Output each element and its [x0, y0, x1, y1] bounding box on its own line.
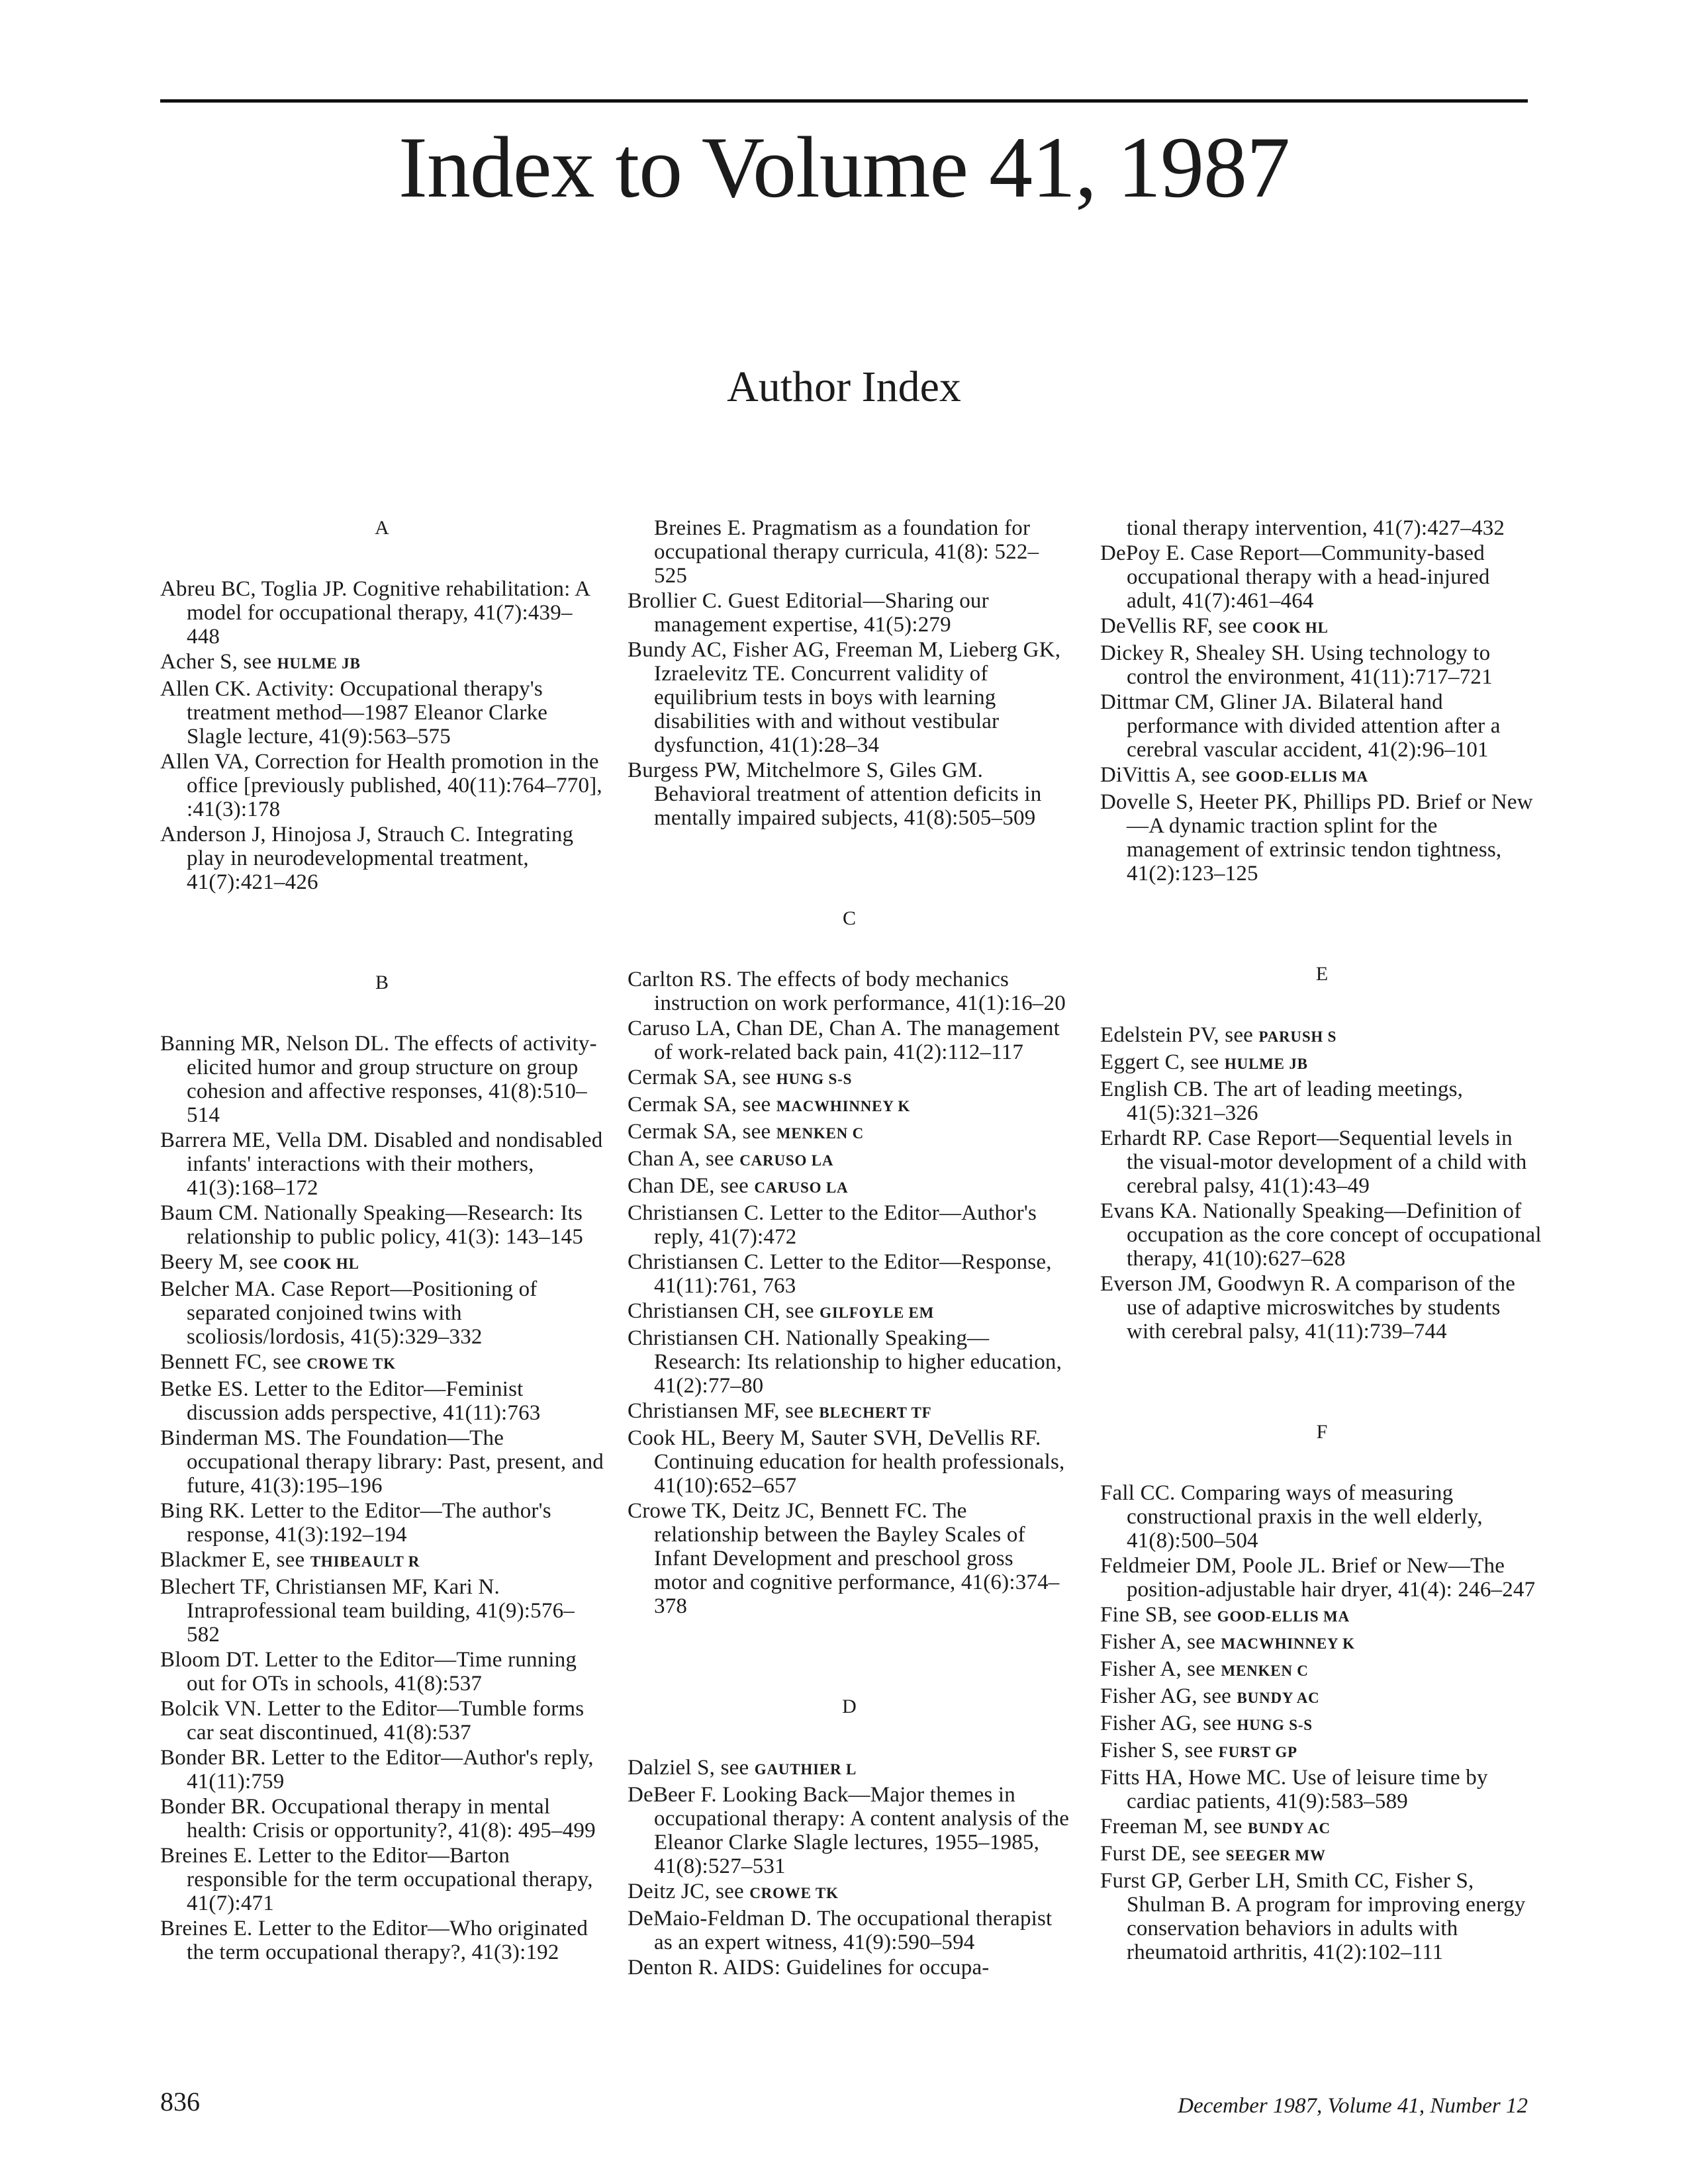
index-entry: DePoy E. Case Report—Community-based occupational therapy with a head-injured adult, 41(7):461–464 — [1100, 541, 1490, 613]
index-entry: Fisher AG, see HUNG S-S — [1100, 1711, 1313, 1735]
index-column-3 — [1100, 516, 1544, 1966]
index-entry: Chan DE, see CARUSO LA — [628, 1174, 849, 1198]
index-entry: Breines E. Pragmatism as a foundation for occupational therapy curricula, 41(8): 522–525 — [654, 516, 1039, 588]
section-letter: C — [842, 907, 856, 929]
index-entry: Allen VA, Correction for Health promotion in the office [previously published, 40(11):764–770], :41(3):178 — [160, 750, 602, 821]
index-entry: Brollier C. Guest Editorial—Sharing our management expertise, 41(5):279 — [628, 589, 989, 637]
index-entry: Cermak SA, see MACWHINNEY K — [628, 1093, 911, 1116]
index-entry: Beery M, see COOK HL — [160, 1250, 359, 1274]
index-entry: Fisher AG, see BUNDY AC — [1100, 1684, 1320, 1708]
letter-section-e — [1100, 962, 1544, 1343]
index-entry: tional therapy intervention, 41(7):427–432 — [1127, 516, 1505, 540]
index-entry: Crowe TK, Deitz JC, Bennett FC. The relationship between the Bayley Scales of Infant Development and preschool gross motor and cognitive performance, 41(6):374–378 — [628, 1499, 1060, 1618]
index-entry: Bonder BR. Occupational therapy in mental health: Crisis or opportunity?, 41(8): 495–499 — [160, 1795, 596, 1843]
index-entry: Christiansen CH, see GILFOYLE EM — [628, 1299, 935, 1323]
letter-section-d-continued — [1100, 516, 1544, 886]
index-entry: Edelstein PV, see PARUSH S — [1100, 1023, 1337, 1047]
index-entry: Eggert C, see HULME JB — [1100, 1050, 1308, 1074]
title-rule — [160, 99, 1528, 103]
index-entry: Cook HL, Beery M, Sauter SVH, DeVellis RF. Continuing education for health professionals, 41(10):652–657 — [628, 1426, 1065, 1498]
index-entry: Evans KA. Nationally Speaking—Definition of occupation as the core concept of occupational therapy, 41(10):627–628 — [1100, 1199, 1542, 1271]
index-entry: Baum CM. Nationally Speaking—Research: Its relationship to public policy, 41(3): 143–145 — [160, 1201, 583, 1249]
letter-section-f — [1100, 1420, 1544, 1964]
index-entry: Christiansen CH. Nationally Speaking—Research: Its relationship to higher education, 41(2):77–80 — [628, 1326, 1062, 1398]
index-entry: Christiansen C. Letter to the Editor—Response, 41(11):761, 763 — [628, 1250, 1052, 1298]
index-entry: DeMaio-Feldman D. The occupational therapist as an expert witness, 41(9):590–594 — [628, 1907, 1053, 1954]
index-entry: Bonder BR. Letter to the Editor—Author's reply, 41(11):759 — [160, 1746, 594, 1794]
index-entry: Blackmer E, see THIBEAULT R — [160, 1548, 420, 1572]
index-entry: Dovelle S, Heeter PK, Phillips PD. Brief or New—A dynamic traction splint for the management of extrinsic tendon tightness, 41(2):123–125 — [1100, 790, 1533, 886]
page-number: 836 — [160, 2087, 200, 2116]
index-column-1 — [160, 516, 604, 1966]
index-entry: Anderson J, Hinojosa J, Strauch C. Integrating play in neurodevelopmental treatment, 41(7):421–426 — [160, 823, 574, 894]
index-entry: Dalziel S, see GAUTHIER L — [628, 1756, 857, 1780]
letter-section-a — [160, 516, 604, 894]
index-entry: Furst DE, see SEEGER MW — [1100, 1842, 1326, 1866]
index-entry: Barrera ME, Vella DM. Disabled and nondisabled infants' interactions with their mothers, 41(3):168–172 — [160, 1128, 603, 1200]
index-entry: Dittmar CM, Gliner JA. Bilateral hand performance with divided attention after a cerebral vascular accident, 41(2):96–101 — [1100, 690, 1501, 762]
index-entry: Fisher A, see MENKEN C — [1100, 1657, 1309, 1681]
letter-section-c — [628, 907, 1071, 1618]
index-column-2 — [628, 516, 1071, 1981]
index-entry: Chan A, see CARUSO LA — [628, 1147, 834, 1171]
index-entry: Fine SB, see GOOD-ELLIS MA — [1100, 1603, 1350, 1627]
index-entry: Bundy AC, Fisher AG, Freeman M, Lieberg GK, Izraelevitz TE. Concurrent validity of equilibrium tests in boys with learning disabilities with and without vestibular dysfunction, 41(1):28–34 — [628, 638, 1061, 757]
index-entry: Dickey R, Shealey SH. Using technology to control the environment, 41(11):717–721 — [1100, 641, 1493, 689]
running-footer: December 1987, Volume 41, Number 12 — [1178, 2094, 1528, 2118]
section-letter: D — [842, 1696, 857, 1717]
index-entry: Bloom DT. Letter to the Editor—Time running out for OTs in schools, 41(8):537 — [160, 1648, 577, 1696]
letter-section-b-continued — [628, 516, 1071, 830]
index-entry: Bolcik VN. Letter to the Editor—Tumble forms car seat discontinued, 41(8):537 — [160, 1697, 585, 1745]
index-entry: Erhardt RP. Case Report—Sequential levels in the visual-motor development of a child with cerebral palsy, 41(1):43–49 — [1100, 1126, 1527, 1198]
index-entry: Burgess PW, Mitchelmore S, Giles GM. Behavioral treatment of attention deficits in mentally impaired subjects, 41(8):505–509 — [628, 758, 1042, 830]
index-entry: DiVittis A, see GOOD-ELLIS MA — [1100, 763, 1368, 787]
section-letter: B — [375, 972, 389, 993]
index-entry: Deitz JC, see CROWE TK — [628, 1880, 839, 1903]
page-title: Index to Volume 41, 1987 — [398, 118, 1290, 216]
section-letter: F — [1316, 1421, 1328, 1443]
index-entry: Cermak SA, see HUNG S-S — [628, 1066, 853, 1089]
index-entry: Belcher MA. Case Report—Positioning of separated conjoined twins with scoliosis/lordosis, 41(5):329–332 — [160, 1277, 538, 1349]
index-entry: Denton R. AIDS: Guidelines for occupa- — [628, 1956, 990, 1979]
index-entry: Breines E. Letter to the Editor—Who originated the term occupational therapy?, 41(3):192 — [160, 1917, 588, 1964]
index-entry: Fitts HA, Howe MC. Use of leisure time by cardiac patients, 41(9):583–589 — [1100, 1766, 1488, 1813]
index-entry: Fall CC. Comparing ways of measuring constructional praxis in the well elderly, 41(8):500–504 — [1100, 1481, 1483, 1553]
index-entry: Freeman M, see BUNDY AC — [1100, 1815, 1331, 1839]
index-entry: Christiansen MF, see BLECHERT TF — [628, 1399, 932, 1423]
index-entry: Christiansen C. Letter to the Editor—Author's reply, 41(7):472 — [628, 1201, 1037, 1249]
index-entry: Fisher S, see FURST GP — [1100, 1739, 1297, 1762]
index-entry: Acher S, see HULME JB — [160, 650, 361, 674]
index-entry: Feldmeier DM, Poole JL. Brief or New—The position-adjustable hair dryer, 41(4): 246–247 — [1100, 1554, 1536, 1602]
index-entry: English CB. The art of leading meetings, 41(5):321–326 — [1100, 1077, 1464, 1125]
index-entry: Everson JM, Goodwyn R. A comparison of the use of adaptive microswitches by students with cerebral palsy, 41(11):739–744 — [1100, 1272, 1516, 1343]
index-entry: Fisher A, see MACWHINNEY K — [1100, 1630, 1355, 1654]
letter-section-b — [160, 971, 604, 1964]
index-entry: Bing RK. Letter to the Editor—The author's response, 41(3):192–194 — [160, 1499, 551, 1547]
index-entry: Breines E. Letter to the Editor—Barton responsible for the term occupational therapy, 41(7):471 — [160, 1844, 593, 1915]
section-letter: A — [375, 517, 389, 539]
index-entry: Allen CK. Activity: Occupational therapy's treatment method—1987 Eleanor Clarke Slagle lecture, 41(9):563–575 — [160, 677, 548, 749]
index-entry: DeBeer F. Looking Back—Major themes in occupational therapy: A content analysis of the Eleanor Clarke Slagle lectures, 1955–1985, 41(8):527–531 — [628, 1783, 1070, 1878]
index-entry: DeVellis RF, see COOK HL — [1100, 614, 1329, 638]
index-entry: Bennett FC, see CROWE TK — [160, 1350, 396, 1374]
letter-section-d — [628, 1695, 1071, 1979]
index-entry: Cermak SA, see MENKEN C — [628, 1120, 865, 1144]
index-entry: Caruso LA, Chan DE, Chan A. The management of work-related back pain, 41(2):112–117 — [628, 1017, 1060, 1064]
index-entry: Banning MR, Nelson DL. The effects of activity-elicited humor and group structure on group cohesion and affective responses, 41(8):510–514 — [160, 1032, 597, 1127]
index-entry: Furst GP, Gerber LH, Smith CC, Fisher S, Shulman B. A program for improving energy conservation behaviors in adults with rheumatoid arthritis, 41(2):102–111 — [1100, 1869, 1526, 1964]
index-entry: Binderman MS. The Foundation—The occupational therapy library: Past, present, and future, 41(3):195–196 — [160, 1426, 604, 1498]
index-entry: Abreu BC, Toglia JP. Cognitive rehabilitation: A model for occupational therapy, 41(7):439–448 — [160, 577, 590, 649]
section-title: Author Index — [727, 363, 961, 411]
index-entry: Blechert TF, Christiansen MF, Kari N. Intraprofessional team building, 41(9):576–582 — [160, 1575, 575, 1647]
index-entry: Betke ES. Letter to the Editor—Feminist discussion adds perspective, 41(11):763 — [160, 1377, 541, 1425]
section-letter: E — [1315, 963, 1329, 985]
index-entry: Carlton RS. The effects of body mechanics instruction on work performance, 41(1):16–20 — [628, 968, 1066, 1015]
